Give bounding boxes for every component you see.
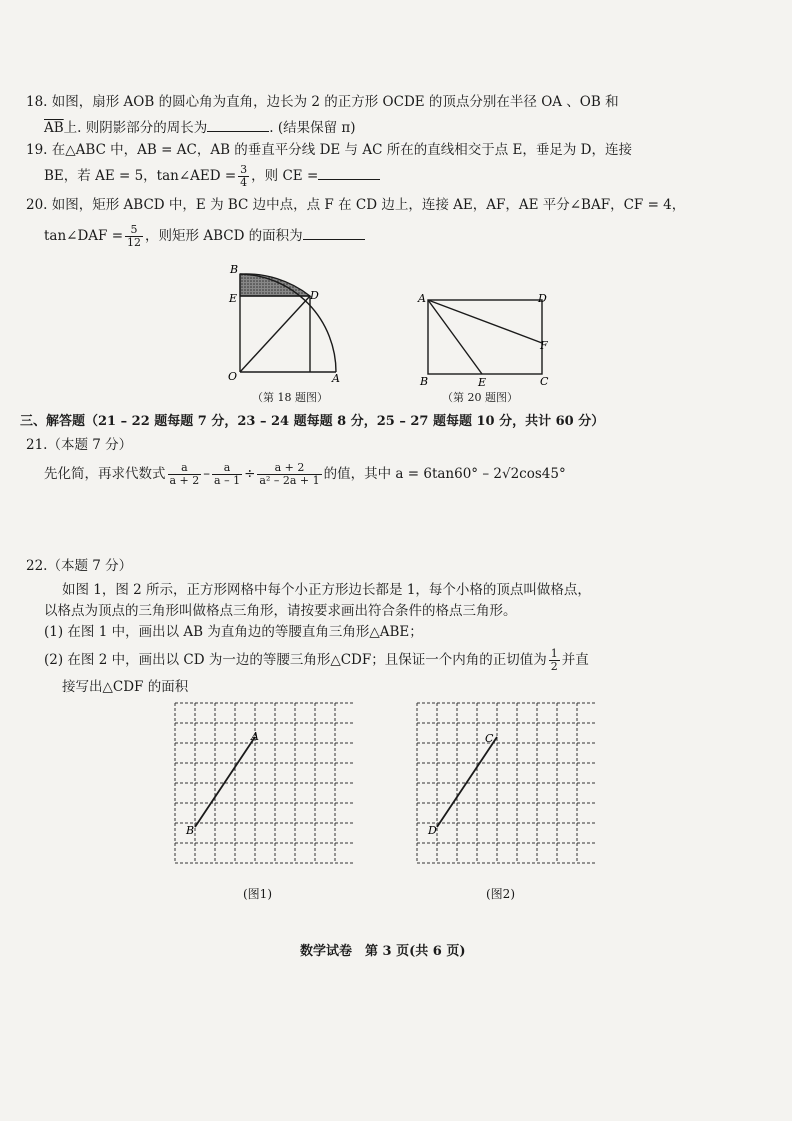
q22-p3: (1) 在图 1 中，画出以 AB 为直角边的等腰直角三角形△ABE；	[44, 624, 423, 640]
q21-title: 21.（本题 7 分）	[26, 437, 133, 453]
q21-f3-num: a + 2	[257, 462, 321, 475]
q21-f2-den: a – 1	[214, 474, 241, 487]
grid1-caption: (图1)	[243, 887, 272, 901]
q20-fraction	[125, 224, 143, 249]
fig20-label-b: B	[420, 375, 429, 388]
fig20-caption: （第 20 题图）	[442, 391, 518, 404]
q20-line2-post: ，则矩形 ABCD 的面积为	[145, 228, 303, 244]
q21-post: 的值，其中 a = 6tan60° – 2√2cos45°	[323, 466, 566, 482]
q22-p2: 以格点为顶点的三角形叫做格点三角形，请按要求画出符合条件的格点三角形。	[44, 603, 517, 619]
q22-p4-post: 并直	[561, 652, 589, 668]
fig18-label-o: O	[228, 370, 238, 383]
figure-18	[226, 262, 354, 386]
q22-p1: 如图 1，图 2 所示，正方形网格中每个小正方形边长都是 1，每个小格的顶点叫做格点，	[62, 582, 591, 598]
q18-line1: 18. 如图，扇形 AOB 的圆心角为直角，边长为 2 的正方形 OCDE 的顶点分别在半径 OA 、OB 和	[26, 94, 619, 110]
q19-frac-num: 3	[240, 163, 248, 176]
q20-frac-den: 12	[127, 236, 142, 249]
q21-f1-num: a	[168, 462, 202, 475]
q19-line2-post: ，则 CE =	[251, 168, 319, 184]
q21-f1-den: a + 2	[169, 474, 200, 487]
q18-line2-text: 上. 则阴影部分的周长为	[63, 120, 208, 136]
grid2-label-c: C	[485, 732, 494, 745]
grid-figure-2	[414, 700, 596, 868]
q21-pre: 先化简，再求代数式	[44, 466, 166, 482]
shaded-region	[240, 274, 310, 296]
q21-f3-den: a² – 2a + 1	[259, 474, 320, 487]
page-footer: 数学试卷 第 3 页(共 6 页)	[300, 944, 466, 959]
section-3-header: 三、解答题（21 – 22 题每题 7 分，23 – 24 题每题 8 分，25 – 27 题每题 10 分，共计 60 分）	[20, 414, 605, 429]
q21-frac-3	[257, 462, 321, 487]
q18-line2	[44, 117, 356, 138]
fig18-label-b: B	[230, 263, 239, 276]
figure-20	[412, 288, 560, 388]
grid2-lines	[417, 703, 596, 863]
q21-frac-1	[168, 462, 202, 487]
q22-p4	[44, 648, 589, 673]
q20-line1: 20. 如图，矩形 ABCD 中，E 为 BC 边中点，点 F 在 CD 边上，连接 AE，AF，AE 平分∠BAF，CF = 4，	[26, 197, 686, 213]
q19-answer-blank[interactable]	[318, 165, 380, 180]
fig20-label-c: C	[540, 375, 549, 388]
q19-line1: 19. 在△ABC 中，AB = AC，AB 的垂直平分线 DE 与 AC 所在的直线相交于点 E，垂足为 D，连接	[26, 142, 632, 158]
fig20-label-d: D	[538, 292, 547, 305]
q21-minus: –	[203, 466, 211, 482]
segment-cd	[437, 737, 497, 827]
q19-frac-den: 4	[240, 176, 248, 189]
fig20-label-a: A	[418, 292, 426, 305]
q21-f2-num: a	[212, 462, 242, 475]
q20-line2	[44, 224, 365, 249]
fig18-caption: （第 18 题图）	[252, 391, 328, 404]
q21-expression	[44, 462, 566, 487]
grid2-label-d: D	[428, 824, 437, 837]
fig18-label-a: A	[332, 372, 340, 385]
q19-fraction	[238, 164, 249, 189]
grid2-caption: (图2)	[486, 887, 515, 901]
grid-figure-1	[172, 700, 354, 868]
q22-title: 22.（本题 7 分）	[26, 558, 133, 574]
q21-frac-2	[212, 462, 242, 487]
q22-p5: 接写出△CDF 的面积	[62, 679, 189, 695]
arc-ab-label: $\overline{AB}$	[44, 120, 64, 136]
q19-line2	[44, 164, 380, 189]
q20-answer-blank[interactable]	[303, 225, 365, 240]
q21-div: ÷	[244, 466, 256, 482]
q18-answer-blank[interactable]	[207, 117, 269, 132]
q19-line2-pre: BE，若 AE = 5，tan∠AED =	[44, 168, 237, 184]
q22-p4-pre: (2) 在图 2 中，画出以 CD 为一边的等腰三角形△CDF；且保证一个内角的正切值为	[44, 652, 547, 668]
fig20-label-f: F	[540, 339, 548, 352]
grid1-label-a: A	[251, 730, 259, 743]
q20-frac-num: 5	[125, 224, 143, 237]
q20-line2-pre: tan∠DAF =	[44, 228, 124, 244]
segment-ab	[195, 737, 255, 827]
q22-fraction	[549, 648, 560, 673]
q22-frac-den: 2	[550, 660, 558, 673]
fig18-label-d: D	[310, 289, 319, 302]
grid1-lines	[175, 703, 354, 863]
fig18-label-e: E	[229, 292, 238, 305]
fig20-label-e: E	[478, 376, 487, 388]
grid1-label-b: B	[186, 824, 195, 837]
q22-frac-num: 1	[550, 647, 558, 660]
q18-line2-tail: . (结果保留 π)	[269, 120, 356, 136]
